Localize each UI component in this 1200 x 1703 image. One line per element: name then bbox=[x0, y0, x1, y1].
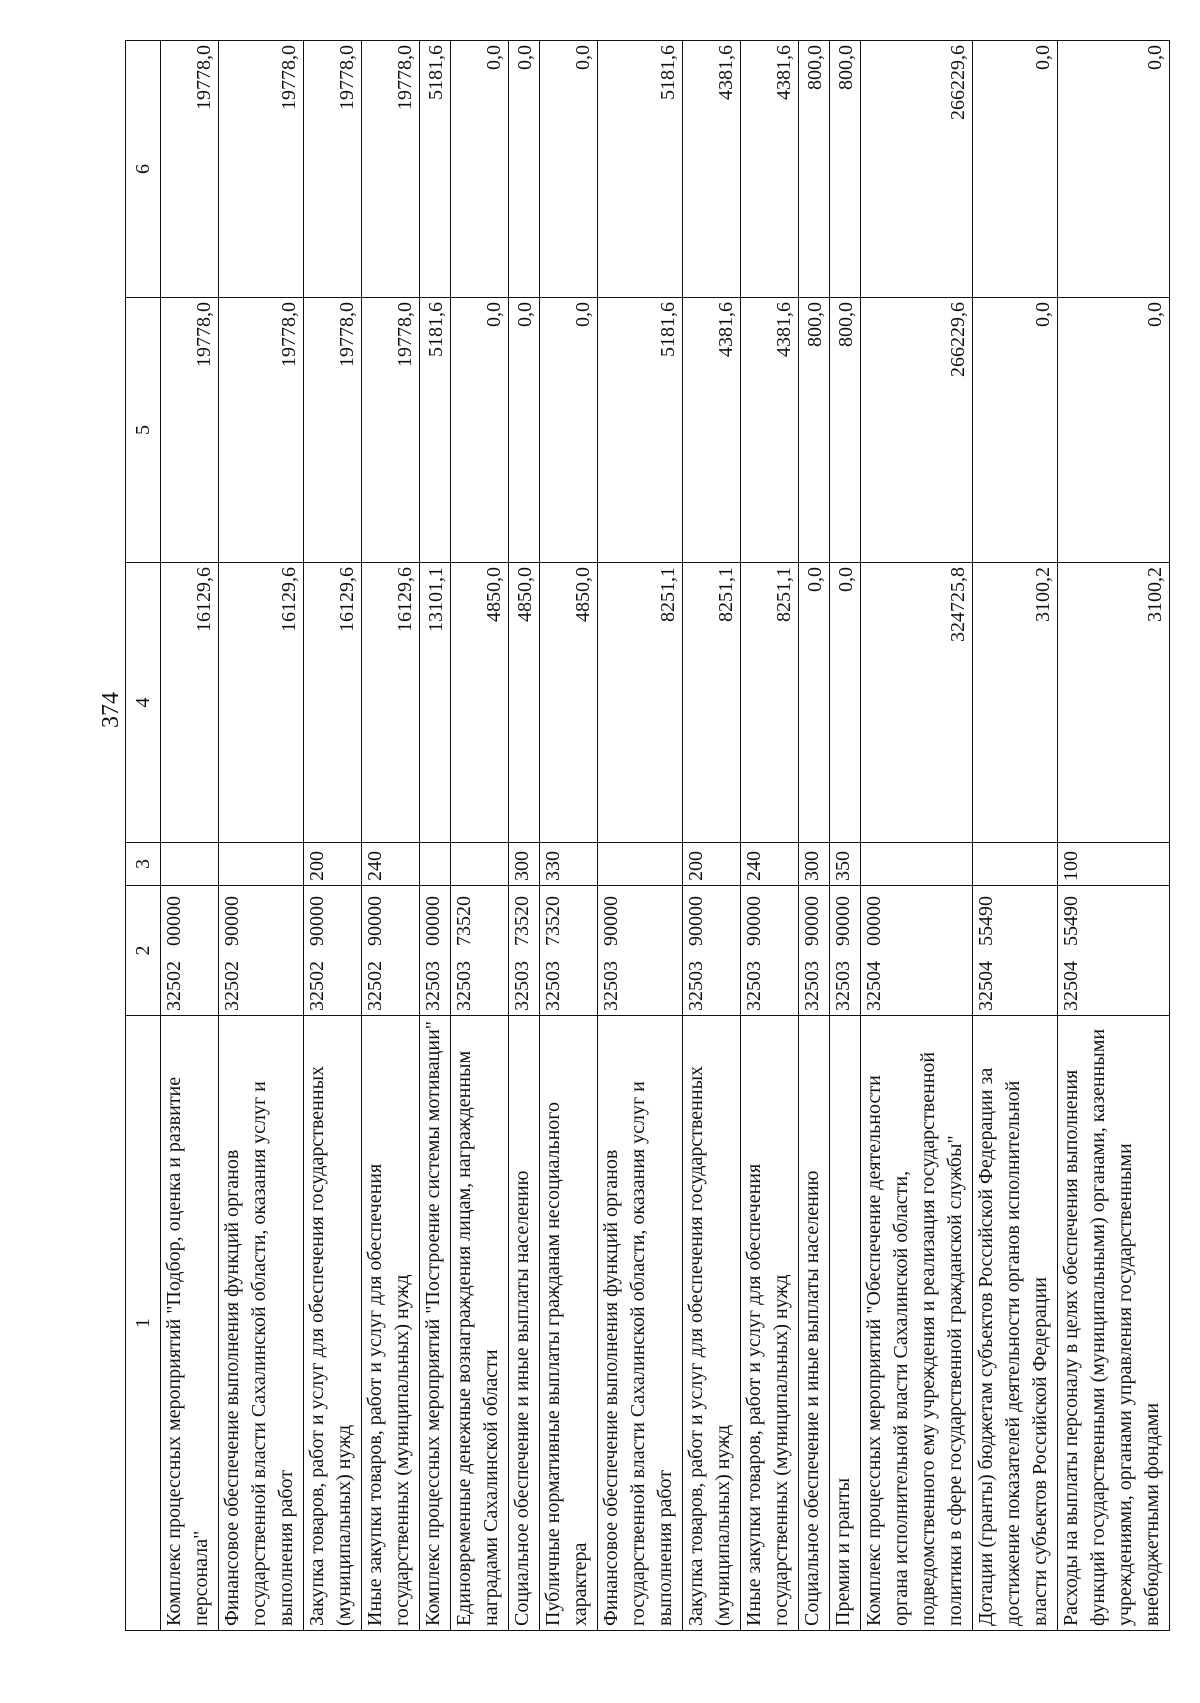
row-vr: 100 bbox=[1058, 843, 1170, 886]
row-code: 32504 55490 bbox=[973, 886, 1058, 1016]
row-value-4: 4850,0 bbox=[540, 563, 598, 843]
row-code: 32502 90000 bbox=[219, 886, 304, 1016]
row-value-6: 0,0 bbox=[1058, 41, 1170, 298]
row-value-6: 4381,6 bbox=[683, 41, 741, 298]
row-value-4: 8251,1 bbox=[683, 563, 741, 843]
row-vr: 240 bbox=[741, 843, 799, 886]
row-value-4: 8251,1 bbox=[741, 563, 799, 843]
row-value-6: 0,0 bbox=[973, 41, 1058, 298]
table-row bbox=[799, 41, 830, 1631]
table-row bbox=[362, 41, 420, 1631]
table-row bbox=[420, 41, 451, 1631]
row-name: Комплекс процессных мероприятий "Обеспечение деятельности органа исполнительной власти Сахалинской области, подведомственного ему учреждения и реализация государственной политики в сфере государственной гражданской службы" bbox=[861, 1016, 973, 1631]
row-value-5: 0,0 bbox=[509, 298, 540, 563]
row-code: 32503 00000 bbox=[420, 886, 451, 1016]
row-name: Единовременные денежные вознаграждения лицам, награжденным наградами Сахалинской области bbox=[451, 1016, 509, 1631]
row-name: Комплекс процессных мероприятий "Подбор, оценка и развитие персонала" bbox=[161, 1016, 219, 1631]
row-value-4: 3100,2 bbox=[973, 563, 1058, 843]
row-name: Комплекс процессных мероприятий "Построение системы мотивации" bbox=[420, 1016, 451, 1631]
row-code: 32504 55490 bbox=[1058, 886, 1170, 1016]
row-value-6: 0,0 bbox=[540, 41, 598, 298]
row-code: 32503 73520 bbox=[540, 886, 598, 1016]
row-name: Иные закупки товаров, работ и услуг для обеспечения государственных (муниципальных) нужд bbox=[741, 1016, 799, 1631]
row-name: Закупка товаров, работ и услуг для обеспечения государственных (муниципальных) нужд bbox=[304, 1016, 362, 1631]
table-row bbox=[304, 41, 362, 1631]
row-value-6: 5181,6 bbox=[598, 41, 683, 298]
row-vr: 200 bbox=[683, 843, 741, 886]
row-code: 32503 90000 bbox=[830, 886, 861, 1016]
header-row bbox=[126, 41, 161, 1631]
row-value-6: 5181,6 bbox=[420, 41, 451, 298]
row-value-4: 4850,0 bbox=[451, 563, 509, 843]
budget-table bbox=[125, 40, 1170, 1631]
table-row bbox=[598, 41, 683, 1631]
row-vr bbox=[973, 843, 1058, 886]
row-name: Премии и гранты bbox=[830, 1016, 861, 1631]
row-name: Публичные нормативные выплаты гражданам несоциального характера bbox=[540, 1016, 598, 1631]
row-value-4: 4850,0 bbox=[509, 563, 540, 843]
header-col-3: 3 bbox=[126, 843, 161, 886]
table-row bbox=[861, 41, 973, 1631]
row-value-5: 5181,6 bbox=[598, 298, 683, 563]
row-vr bbox=[219, 843, 304, 886]
row-value-5: 19778,0 bbox=[304, 298, 362, 563]
row-value-5: 19778,0 bbox=[219, 298, 304, 563]
row-name: Расходы на выплаты персоналу в целях обеспечения выполнения функций государственными (муниципальными) органами, казенными учреждениями, органами управления государственными внебюджетными фондами bbox=[1058, 1016, 1170, 1631]
row-code: 32503 90000 bbox=[741, 886, 799, 1016]
row-code: 32503 90000 bbox=[683, 886, 741, 1016]
table-row bbox=[161, 41, 219, 1631]
row-name: Иные закупки товаров, работ и услуг для обеспечения государственных (муниципальных) нужд bbox=[362, 1016, 420, 1631]
row-value-6: 4381,6 bbox=[741, 41, 799, 298]
row-code: 32503 90000 bbox=[799, 886, 830, 1016]
row-value-5: 0,0 bbox=[973, 298, 1058, 563]
row-name: Социальное обеспечение и иные выплаты населению bbox=[799, 1016, 830, 1631]
header-col-4: 4 bbox=[126, 563, 161, 843]
row-value-6: 19778,0 bbox=[304, 41, 362, 298]
row-value-4: 8251,1 bbox=[598, 563, 683, 843]
row-name: Закупка товаров, работ и услуг для обеспечения государственных (муниципальных) нужд bbox=[683, 1016, 741, 1631]
row-value-4: 324725,8 bbox=[861, 563, 973, 843]
row-code: 32504 00000 bbox=[861, 886, 973, 1016]
row-vr bbox=[451, 843, 509, 886]
row-code: 32502 00000 bbox=[161, 886, 219, 1016]
row-name: Финансовое обеспечение выполнения функций органов государственной власти Сахалинской области, оказания услуг и выполнения работ bbox=[219, 1016, 304, 1631]
row-vr: 350 bbox=[830, 843, 861, 886]
row-value-5: 0,0 bbox=[540, 298, 598, 563]
row-value-4: 13101,1 bbox=[420, 563, 451, 843]
table-row bbox=[830, 41, 861, 1631]
rotated-table-container bbox=[125, 41, 1170, 1631]
row-value-5: 266229,6 bbox=[861, 298, 973, 563]
row-value-5: 0,0 bbox=[1058, 298, 1170, 563]
row-value-6: 19778,0 bbox=[362, 41, 420, 298]
row-value-4: 16129,6 bbox=[161, 563, 219, 843]
row-code: 32502 90000 bbox=[362, 886, 420, 1016]
header-col-5: 5 bbox=[126, 298, 161, 563]
table-row bbox=[540, 41, 598, 1631]
table-row bbox=[219, 41, 304, 1631]
row-name: Финансовое обеспечение выполнения функций органов государственной власти Сахалинской области, оказания услуг и выполнения работ bbox=[598, 1016, 683, 1631]
row-code: 32503 73520 bbox=[509, 886, 540, 1016]
table-row bbox=[451, 41, 509, 1631]
row-value-5: 19778,0 bbox=[161, 298, 219, 563]
row-value-6: 19778,0 bbox=[219, 41, 304, 298]
row-vr: 300 bbox=[799, 843, 830, 886]
row-value-4: 3100,2 bbox=[1058, 563, 1170, 843]
row-vr bbox=[598, 843, 683, 886]
row-value-4: 16129,6 bbox=[304, 563, 362, 843]
row-value-6: 19778,0 bbox=[161, 41, 219, 298]
table-row bbox=[741, 41, 799, 1631]
row-value-6: 800,0 bbox=[799, 41, 830, 298]
row-value-5: 4381,6 bbox=[683, 298, 741, 563]
table-row bbox=[973, 41, 1058, 1631]
row-value-6: 0,0 bbox=[509, 41, 540, 298]
row-vr: 300 bbox=[509, 843, 540, 886]
row-vr bbox=[161, 843, 219, 886]
row-code: 32502 90000 bbox=[304, 886, 362, 1016]
header-col-1: 1 bbox=[126, 1016, 161, 1631]
row-value-5: 0,0 bbox=[451, 298, 509, 563]
table-row bbox=[1058, 41, 1170, 1631]
row-vr: 240 bbox=[362, 843, 420, 886]
row-name: Дотации (гранты) бюджетам субъектов Российской Федерации за достижение показателей деятельности органов исполнительной власти субъектов Российской Федерации bbox=[973, 1016, 1058, 1631]
row-value-6: 800,0 bbox=[830, 41, 861, 298]
header-col-6: 6 bbox=[126, 41, 161, 298]
row-value-5: 19778,0 bbox=[362, 298, 420, 563]
row-value-5: 800,0 bbox=[830, 298, 861, 563]
row-value-6: 266229,6 bbox=[861, 41, 973, 298]
row-code: 32503 73520 bbox=[451, 886, 509, 1016]
page-number: 374 bbox=[98, 692, 124, 728]
row-vr bbox=[861, 843, 973, 886]
row-name: Социальное обеспечение и иные выплаты населению bbox=[509, 1016, 540, 1631]
row-vr: 330 bbox=[540, 843, 598, 886]
row-value-4: 0,0 bbox=[799, 563, 830, 843]
row-value-4: 0,0 bbox=[830, 563, 861, 843]
row-code: 32503 90000 bbox=[598, 886, 683, 1016]
table-row bbox=[683, 41, 741, 1631]
row-vr bbox=[420, 843, 451, 886]
header-col-2: 2 bbox=[126, 886, 161, 1016]
row-vr: 200 bbox=[304, 843, 362, 886]
row-value-4: 16129,6 bbox=[219, 563, 304, 843]
row-value-4: 16129,6 bbox=[362, 563, 420, 843]
row-value-5: 800,0 bbox=[799, 298, 830, 563]
row-value-6: 0,0 bbox=[451, 41, 509, 298]
row-value-5: 5181,6 bbox=[420, 298, 451, 563]
row-value-5: 4381,6 bbox=[741, 298, 799, 563]
table-row bbox=[509, 41, 540, 1631]
